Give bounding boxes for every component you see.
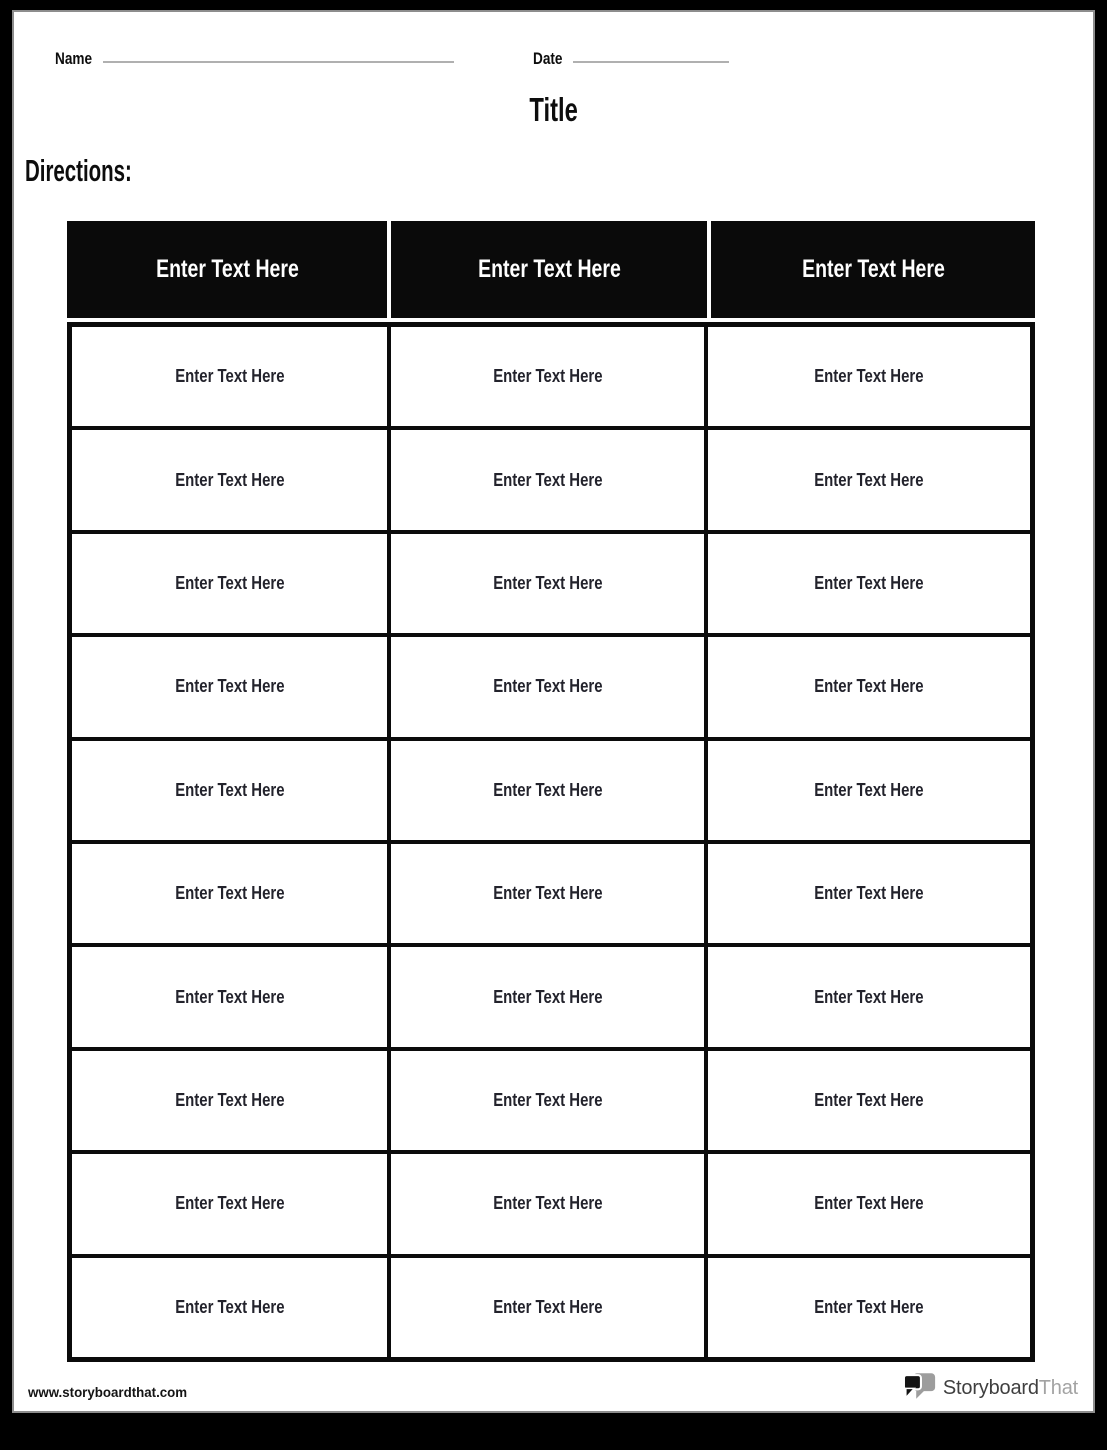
table-cell-text: Enter Text Here (174, 883, 285, 904)
table-cell[interactable] (708, 1154, 1030, 1253)
table-cell-text: Enter Text Here (174, 1089, 285, 1110)
table-cell-text: Enter Text Here (814, 1089, 924, 1110)
date-label (533, 50, 570, 67)
table-cell-text: Enter Text Here (174, 1296, 285, 1317)
header-cell[interactable] (391, 221, 707, 318)
table-cell[interactable] (708, 741, 1030, 840)
table-cell-text: Enter Text Here (814, 986, 924, 1007)
table-cell[interactable] (708, 327, 1030, 426)
date-fill-line[interactable] (573, 61, 729, 63)
table-cell[interactable] (72, 534, 387, 633)
table-cell[interactable] (72, 1154, 387, 1253)
table-cell[interactable] (391, 327, 704, 426)
header-cell-text: Enter Text Here (155, 255, 299, 283)
table-cell-text: Enter Text Here (492, 572, 603, 593)
table-cell[interactable] (72, 741, 387, 840)
table-cell-text: Enter Text Here (492, 1193, 603, 1214)
table-cell[interactable] (708, 637, 1030, 736)
table-cell-text: Enter Text Here (174, 779, 285, 800)
table-cell[interactable] (72, 947, 387, 1046)
name-label (55, 50, 101, 67)
website-url-text: www.storyboardthat.com (28, 1384, 188, 1400)
storyboardthat-logo[interactable] (903, 1370, 1078, 1406)
table-cell-text: Enter Text Here (174, 676, 285, 697)
table-cell-text: Enter Text Here (814, 572, 924, 593)
table-cell-text: Enter Text Here (814, 676, 924, 697)
speech-bubbles-icon (903, 1370, 937, 1406)
table-cell-text: Enter Text Here (174, 366, 285, 387)
table-cell-text: Enter Text Here (492, 469, 603, 490)
table-cell-text: Enter Text Here (174, 986, 285, 1007)
table-header-row (67, 221, 1035, 318)
table-cell-text: Enter Text Here (814, 469, 924, 490)
directions-label (25, 154, 187, 188)
table-cell[interactable] (72, 1051, 387, 1150)
table-cell[interactable] (708, 1258, 1030, 1357)
table-cell[interactable] (72, 1258, 387, 1357)
table-cell[interactable] (391, 637, 704, 736)
table-cell-text: Enter Text Here (814, 366, 924, 387)
table-cell-text: Enter Text Here (492, 1296, 603, 1317)
header-cell[interactable] (67, 221, 387, 318)
name-label-text: Name (55, 49, 93, 68)
table-cell-text: Enter Text Here (814, 883, 924, 904)
table-cell[interactable] (391, 430, 704, 529)
date-label-text: Date (533, 49, 563, 68)
table-cell[interactable] (72, 327, 387, 426)
table-cell-text: Enter Text Here (492, 986, 603, 1007)
table-cell-text: Enter Text Here (174, 572, 285, 593)
table-cell-text: Enter Text Here (814, 1193, 924, 1214)
table-cell-text: Enter Text Here (174, 469, 285, 490)
table-cell[interactable] (708, 534, 1030, 633)
table-cell[interactable] (391, 534, 704, 633)
header-cell-text: Enter Text Here (801, 255, 945, 283)
table-cell-text: Enter Text Here (174, 1193, 285, 1214)
worksheet-title (14, 92, 1093, 128)
table-cell[interactable] (391, 947, 704, 1046)
table-cell[interactable] (391, 844, 704, 943)
table-body (67, 322, 1035, 1362)
logo-wordmark-secondary: That (1038, 1377, 1078, 1399)
table-cell-text: Enter Text Here (814, 779, 924, 800)
table-cell[interactable] (391, 1258, 704, 1357)
table-cell[interactable] (708, 1051, 1030, 1150)
table-cell-text: Enter Text Here (814, 1296, 924, 1317)
logo-wordmark-primary: Storyboard (942, 1377, 1039, 1399)
table-cell[interactable] (708, 430, 1030, 529)
table-cell[interactable] (391, 741, 704, 840)
table-cell[interactable] (708, 947, 1030, 1046)
table-cell[interactable] (391, 1154, 704, 1253)
table-cell-text: Enter Text Here (492, 1089, 603, 1110)
table-cell-text: Enter Text Here (492, 366, 603, 387)
logo-wordmark (943, 1378, 1078, 1398)
directions-label-text: Directions: (25, 153, 132, 188)
table-cell[interactable] (72, 844, 387, 943)
table-cell[interactable] (391, 1051, 704, 1150)
header-cell-text: Enter Text Here (477, 255, 621, 283)
table-cell[interactable] (72, 637, 387, 736)
table-cell-text: Enter Text Here (492, 676, 603, 697)
table-cell-text: Enter Text Here (492, 779, 603, 800)
worksheet-page (12, 10, 1095, 1413)
table-cell[interactable] (72, 430, 387, 529)
name-fill-line[interactable] (103, 61, 454, 63)
table-cell-text: Enter Text Here (492, 883, 603, 904)
table-cell[interactable] (708, 844, 1030, 943)
website-url (28, 1385, 196, 1399)
worksheet-title-text: Title (529, 91, 578, 128)
header-cell[interactable] (711, 221, 1035, 318)
